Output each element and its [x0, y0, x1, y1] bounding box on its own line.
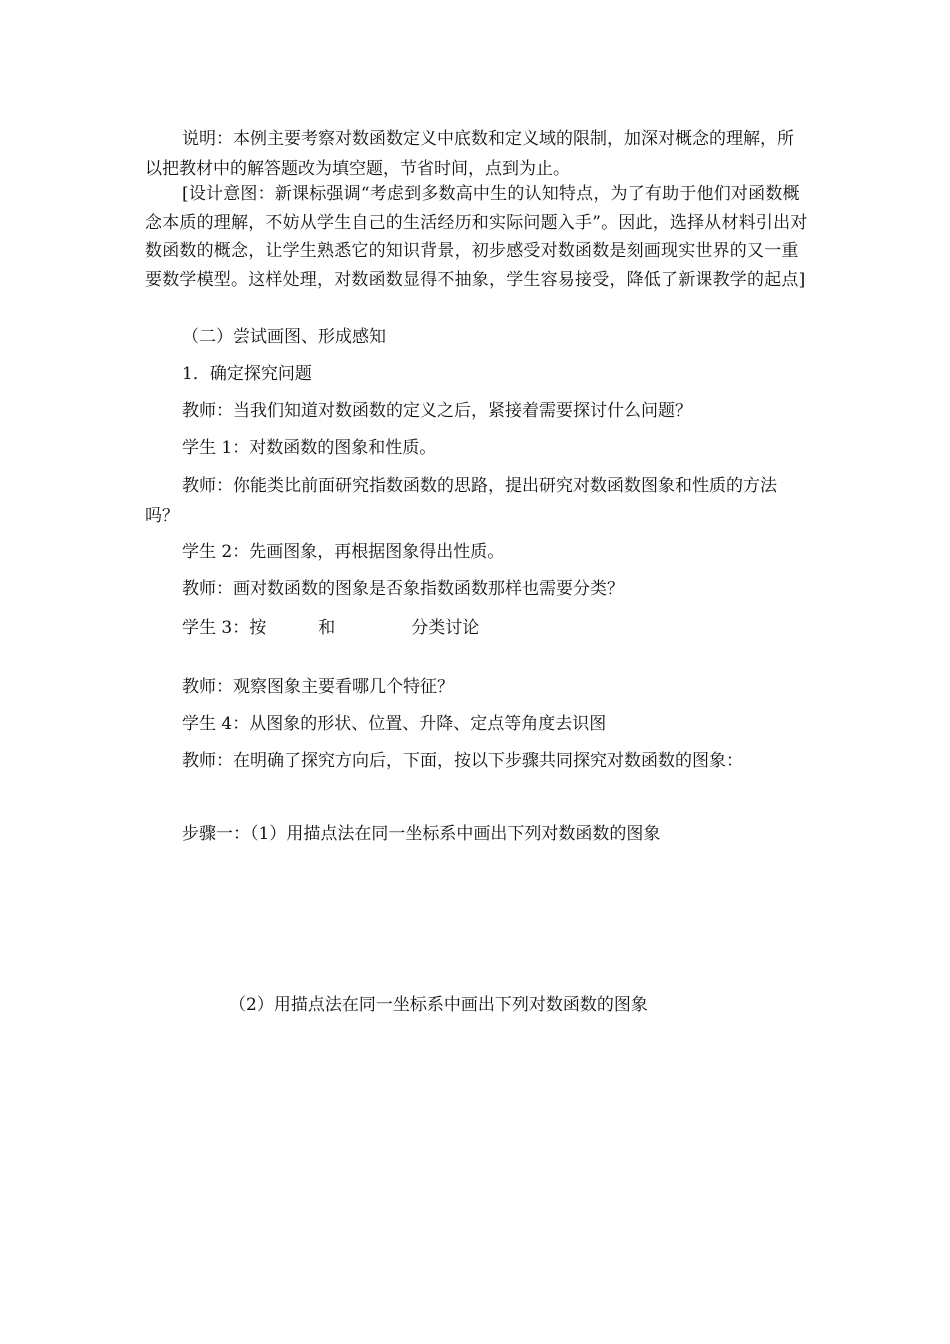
step-one: 步骤一：（1）用描点法在同一坐标系中画出下列对数函数的图象 [182, 824, 661, 844]
student-3-prefix: 学生 3：按 [182, 618, 267, 638]
step-one-part-two: （2）用描点法在同一坐标系中画出下列对数函数的图象 [229, 995, 648, 1015]
student-3-suffix: 分类讨论 [411, 618, 480, 638]
student-line-2: 学生 2：先画图象，再根据图象得出性质。 [182, 542, 505, 562]
teacher-line-4: 教师：观察图象主要看哪几个特征？ [182, 677, 454, 697]
teacher-line-1: 教师：当我们知道对数函数的定义之后，紧接着需要探讨什么问题？ [182, 401, 692, 421]
student-3-and: 和 [318, 618, 336, 638]
design-intent-paragraph: [设计意图：新课标强调“考虑到多数高中生的认知特点，为了有助于他们对函数概念本质的理解，不妨从学生自己的生活经历和实际问题入手”。因此，选择从材料引出对数函数的概念，让学生熟悉它的知识背景，初步感受对数函数是刻画现实世界的又一重要数学模型。这样处理，对数函数显得不抽象，学生容易接受，降低了新课教学的起点] [145, 184, 808, 290]
student-line-3 [145, 613, 810, 643]
teacher-line-3: 教师：画对数函数的图象是否象指数函数那样也需要分类？ [182, 579, 624, 599]
section-heading: （二）尝试画图、形成感知 [182, 327, 386, 347]
student-line-1: 学生 1：对数函数的图象和性质。 [182, 438, 437, 458]
teacher-line-2: 教师：你能类比前面研究指数函数的思路，提出研究对数函数图象和性质的方法吗？ [145, 476, 777, 526]
note-paragraph: 说明：本例主要考察对数函数定义中底数和定义域的限制，加深对概念的理解，所以把教材中的解答题改为填空题，节省时间，点到为止。 [145, 129, 794, 179]
teacher-line-5: 教师：在明确了探究方向后，下面，按以下步骤共同探究对数函数的图象： [182, 751, 743, 771]
student-line-4: 学生 4：从图象的形状、位置、升降、定点等角度去识图 [182, 714, 607, 734]
item-heading: 1．确定探究问题 [182, 364, 312, 384]
